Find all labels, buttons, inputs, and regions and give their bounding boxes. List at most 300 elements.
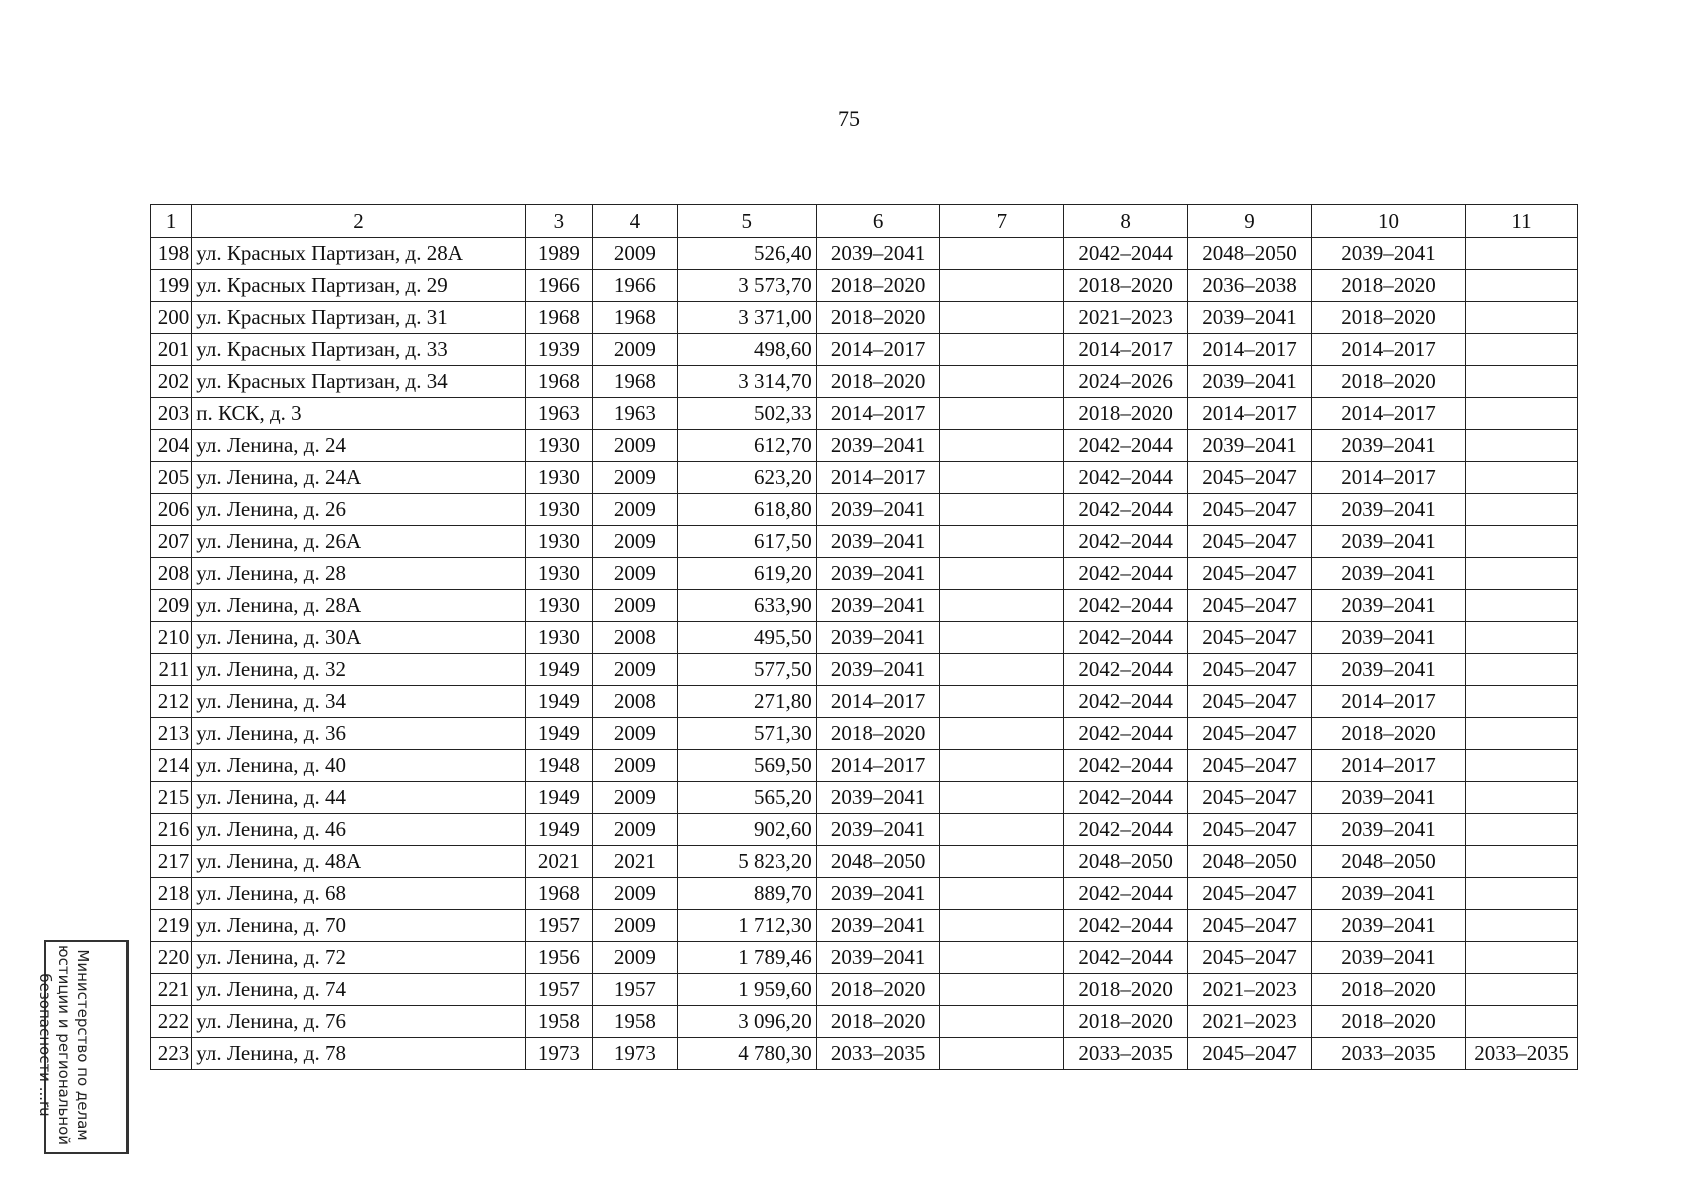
table-row	[151, 974, 1578, 1006]
period-cell	[1466, 462, 1578, 494]
year-built-cell: 1949	[525, 782, 592, 814]
period-cell: 2014–2017	[1188, 398, 1312, 430]
header-cell: 1	[151, 205, 192, 238]
table-row	[151, 910, 1578, 942]
period-cell	[1466, 270, 1578, 302]
year-cell: 2008	[592, 622, 677, 654]
period-cell	[940, 878, 1064, 910]
table-row	[151, 558, 1578, 590]
header-cell: 6	[816, 205, 940, 238]
period-cell	[940, 1038, 1064, 1070]
period-cell: 2018–2020	[816, 270, 940, 302]
area-cell: 498,60	[677, 334, 816, 366]
period-cell: 2018–2020	[1064, 974, 1188, 1006]
year-built-cell: 1949	[525, 686, 592, 718]
period-cell: 2045–2047	[1188, 1038, 1312, 1070]
period-cell: 2033–2035	[1466, 1038, 1578, 1070]
year-built-cell: 1957	[525, 974, 592, 1006]
area-cell: 902,60	[677, 814, 816, 846]
period-cell: 2039–2041	[816, 878, 940, 910]
period-cell	[1466, 430, 1578, 462]
year-cell: 1968	[592, 302, 677, 334]
period-cell: 2014–2017	[1311, 398, 1465, 430]
period-cell	[940, 462, 1064, 494]
period-cell: 2045–2047	[1188, 686, 1312, 718]
period-cell: 2045–2047	[1188, 590, 1312, 622]
period-cell: 2033–2035	[816, 1038, 940, 1070]
period-cell	[940, 526, 1064, 558]
year-cell: 2009	[592, 718, 677, 750]
address-cell: ул. Ленина, д. 24	[192, 430, 525, 462]
table-row	[151, 942, 1578, 974]
period-cell	[940, 270, 1064, 302]
address-cell: ул. Ленина, д. 72	[192, 942, 525, 974]
period-cell	[1466, 750, 1578, 782]
period-cell	[940, 590, 1064, 622]
period-cell: 2039–2041	[816, 622, 940, 654]
address-cell: ул. Ленина, д. 26А	[192, 526, 525, 558]
year-built-cell: 1973	[525, 1038, 592, 1070]
period-cell	[1466, 238, 1578, 270]
year-cell: 2009	[592, 910, 677, 942]
address-cell: ул. Ленина, д. 28А	[192, 590, 525, 622]
year-cell: 2009	[592, 430, 677, 462]
period-cell	[940, 622, 1064, 654]
period-cell: 2042–2044	[1064, 622, 1188, 654]
period-cell: 2045–2047	[1188, 814, 1312, 846]
header-cell: 7	[940, 205, 1064, 238]
year-built-cell: 1968	[525, 878, 592, 910]
period-cell: 2039–2041	[816, 910, 940, 942]
area-cell: 889,70	[677, 878, 816, 910]
registry-table	[150, 204, 1578, 1070]
year-cell: 2009	[592, 814, 677, 846]
period-cell: 2048–2050	[1188, 846, 1312, 878]
row-number-cell: 219	[151, 910, 192, 942]
period-cell	[1466, 1006, 1578, 1038]
area-cell: 1 789,46	[677, 942, 816, 974]
address-cell: ул. Красных Партизан, д. 29	[192, 270, 525, 302]
period-cell: 2042–2044	[1064, 686, 1188, 718]
row-number-cell: 221	[151, 974, 192, 1006]
row-number-cell: 200	[151, 302, 192, 334]
period-cell: 2042–2044	[1064, 462, 1188, 494]
year-built-cell: 1968	[525, 302, 592, 334]
period-cell: 2014–2017	[1311, 462, 1465, 494]
year-cell: 2009	[592, 334, 677, 366]
period-cell: 2042–2044	[1064, 238, 1188, 270]
period-cell: 2039–2041	[816, 782, 940, 814]
address-cell: п. КСК, д. 3	[192, 398, 525, 430]
period-cell: 2045–2047	[1188, 718, 1312, 750]
period-cell: 2039–2041	[816, 590, 940, 622]
period-cell: 2048–2050	[1311, 846, 1465, 878]
period-cell: 2039–2041	[1188, 366, 1312, 398]
period-cell	[940, 366, 1064, 398]
table-row	[151, 1006, 1578, 1038]
address-cell: ул. Ленина, д. 44	[192, 782, 525, 814]
year-built-cell: 1930	[525, 590, 592, 622]
period-cell: 2014–2017	[816, 398, 940, 430]
area-cell: 571,30	[677, 718, 816, 750]
year-built-cell: 1948	[525, 750, 592, 782]
year-cell: 2009	[592, 878, 677, 910]
period-cell	[940, 814, 1064, 846]
header-cell: 5	[677, 205, 816, 238]
period-cell: 2042–2044	[1064, 750, 1188, 782]
period-cell	[1466, 654, 1578, 686]
year-built-cell: 1957	[525, 910, 592, 942]
area-cell: 633,90	[677, 590, 816, 622]
table-row	[151, 750, 1578, 782]
page-number: 75	[838, 106, 860, 131]
period-cell: 2042–2044	[1064, 878, 1188, 910]
period-cell: 2018–2020	[1311, 270, 1465, 302]
address-cell: ул. Ленина, д. 70	[192, 910, 525, 942]
period-cell: 2033–2035	[1311, 1038, 1465, 1070]
table-row	[151, 718, 1578, 750]
area-cell: 495,50	[677, 622, 816, 654]
period-cell: 2018–2020	[1064, 398, 1188, 430]
period-cell	[940, 942, 1064, 974]
period-cell: 2045–2047	[1188, 558, 1312, 590]
area-cell: 3 314,70	[677, 366, 816, 398]
period-cell: 2039–2041	[1311, 654, 1465, 686]
year-built-cell: 1963	[525, 398, 592, 430]
year-built-cell: 1956	[525, 942, 592, 974]
year-cell: 2009	[592, 238, 677, 270]
row-number-cell: 211	[151, 654, 192, 686]
period-cell	[940, 238, 1064, 270]
table-row	[151, 302, 1578, 334]
period-cell: 2039–2041	[1311, 238, 1465, 270]
period-cell: 2042–2044	[1064, 526, 1188, 558]
period-cell: 2036–2038	[1188, 270, 1312, 302]
address-cell: ул. Ленина, д. 78	[192, 1038, 525, 1070]
year-built-cell: 1930	[525, 430, 592, 462]
period-cell	[1466, 494, 1578, 526]
year-cell: 1957	[592, 974, 677, 1006]
period-cell	[940, 558, 1064, 590]
row-number-cell: 198	[151, 238, 192, 270]
period-cell	[1466, 334, 1578, 366]
row-number-cell: 213	[151, 718, 192, 750]
year-cell: 1973	[592, 1038, 677, 1070]
year-cell: 2009	[592, 462, 677, 494]
period-cell: 2014–2017	[816, 462, 940, 494]
row-number-cell: 210	[151, 622, 192, 654]
period-cell	[1466, 718, 1578, 750]
year-cell: 2009	[592, 942, 677, 974]
period-cell: 2045–2047	[1188, 462, 1312, 494]
address-cell: ул. Ленина, д. 40	[192, 750, 525, 782]
period-cell: 2039–2041	[1188, 430, 1312, 462]
year-cell: 2009	[592, 782, 677, 814]
row-number-cell: 216	[151, 814, 192, 846]
period-cell: 2021–2023	[1188, 1006, 1312, 1038]
year-built-cell: 1958	[525, 1006, 592, 1038]
period-cell: 2042–2044	[1064, 430, 1188, 462]
stamp-line: юстиции и региональной	[55, 944, 73, 1146]
period-cell: 2039–2041	[1188, 302, 1312, 334]
year-built-cell: 1966	[525, 270, 592, 302]
address-cell: ул. Красных Партизан, д. 34	[192, 366, 525, 398]
period-cell: 2018–2020	[1311, 718, 1465, 750]
period-cell	[940, 1006, 1064, 1038]
header-cell: 3	[525, 205, 592, 238]
period-cell: 2039–2041	[1311, 526, 1465, 558]
table-row	[151, 686, 1578, 718]
row-number-cell: 207	[151, 526, 192, 558]
header-cell: 8	[1064, 205, 1188, 238]
table-row	[151, 782, 1578, 814]
period-cell: 2042–2044	[1064, 590, 1188, 622]
header-cell: 2	[192, 205, 525, 238]
period-cell: 2039–2041	[1311, 558, 1465, 590]
row-number-cell: 209	[151, 590, 192, 622]
area-cell: 617,50	[677, 526, 816, 558]
period-cell: 2014–2017	[1311, 686, 1465, 718]
table-row	[151, 494, 1578, 526]
period-cell: 2018–2020	[1311, 974, 1465, 1006]
period-cell	[1466, 366, 1578, 398]
period-cell	[1466, 974, 1578, 1006]
period-cell: 2018–2020	[816, 366, 940, 398]
row-number-cell: 223	[151, 1038, 192, 1070]
area-cell: 623,20	[677, 462, 816, 494]
year-cell: 2009	[592, 526, 677, 558]
period-cell	[1466, 558, 1578, 590]
period-cell: 2045–2047	[1188, 782, 1312, 814]
area-cell: 618,80	[677, 494, 816, 526]
area-cell: 502,33	[677, 398, 816, 430]
year-cell: 2009	[592, 494, 677, 526]
period-cell	[1466, 814, 1578, 846]
row-number-cell: 222	[151, 1006, 192, 1038]
row-number-cell: 203	[151, 398, 192, 430]
area-cell: 5 823,20	[677, 846, 816, 878]
period-cell: 2014–2017	[1311, 334, 1465, 366]
row-number-cell: 215	[151, 782, 192, 814]
period-cell	[940, 654, 1064, 686]
row-number-cell: 204	[151, 430, 192, 462]
area-cell: 612,70	[677, 430, 816, 462]
table-row	[151, 366, 1578, 398]
period-cell: 2042–2044	[1064, 910, 1188, 942]
period-cell	[940, 974, 1064, 1006]
period-cell: 2045–2047	[1188, 910, 1312, 942]
table-row	[151, 878, 1578, 910]
period-cell	[940, 494, 1064, 526]
period-cell: 2018–2020	[816, 974, 940, 1006]
period-cell: 2039–2041	[1311, 782, 1465, 814]
period-cell: 2042–2044	[1064, 942, 1188, 974]
period-cell: 2018–2020	[1311, 1006, 1465, 1038]
area-cell: 3 371,00	[677, 302, 816, 334]
period-cell: 2039–2041	[1311, 942, 1465, 974]
period-cell: 2042–2044	[1064, 558, 1188, 590]
address-cell: ул. Ленина, д. 28	[192, 558, 525, 590]
row-number-cell: 199	[151, 270, 192, 302]
year-built-cell: 1930	[525, 622, 592, 654]
period-cell: 2014–2017	[1188, 334, 1312, 366]
year-built-cell: 1930	[525, 526, 592, 558]
row-number-cell: 206	[151, 494, 192, 526]
period-cell: 2014–2017	[1311, 750, 1465, 782]
period-cell: 2018–2020	[1064, 270, 1188, 302]
year-cell: 1958	[592, 1006, 677, 1038]
address-cell: ул. Ленина, д. 74	[192, 974, 525, 1006]
period-cell: 2018–2020	[816, 302, 940, 334]
period-cell: 2048–2050	[1064, 846, 1188, 878]
period-cell: 2039–2041	[1311, 430, 1465, 462]
period-cell: 2045–2047	[1188, 654, 1312, 686]
year-built-cell: 1930	[525, 494, 592, 526]
table-row	[151, 462, 1578, 494]
period-cell	[1466, 846, 1578, 878]
row-number-cell: 212	[151, 686, 192, 718]
row-number-cell: 218	[151, 878, 192, 910]
address-cell: ул. Ленина, д. 30А	[192, 622, 525, 654]
period-cell: 2018–2020	[1311, 302, 1465, 334]
period-cell	[1466, 782, 1578, 814]
period-cell: 2018–2020	[1064, 1006, 1188, 1038]
table-row	[151, 814, 1578, 846]
period-cell	[940, 718, 1064, 750]
table-row	[151, 398, 1578, 430]
address-cell: ул. Ленина, д. 32	[192, 654, 525, 686]
area-cell: 271,80	[677, 686, 816, 718]
period-cell: 2045–2047	[1188, 622, 1312, 654]
period-cell: 2039–2041	[1311, 494, 1465, 526]
period-cell: 2033–2035	[1064, 1038, 1188, 1070]
period-cell: 2045–2047	[1188, 942, 1312, 974]
year-built-cell: 1949	[525, 654, 592, 686]
year-built-cell: 1930	[525, 462, 592, 494]
area-cell: 569,50	[677, 750, 816, 782]
period-cell: 2014–2017	[816, 686, 940, 718]
period-cell	[940, 910, 1064, 942]
area-cell: 565,20	[677, 782, 816, 814]
year-built-cell: 1939	[525, 334, 592, 366]
year-cell: 1963	[592, 398, 677, 430]
period-cell: 2039–2041	[816, 558, 940, 590]
period-cell: 2024–2026	[1064, 366, 1188, 398]
period-cell: 2045–2047	[1188, 494, 1312, 526]
period-cell: 2048–2050	[1188, 238, 1312, 270]
year-cell: 2009	[592, 750, 677, 782]
year-cell: 2021	[592, 846, 677, 878]
table-row	[151, 334, 1578, 366]
period-cell: 2042–2044	[1064, 782, 1188, 814]
address-cell: ул. Ленина, д. 68	[192, 878, 525, 910]
period-cell: 2039–2041	[816, 494, 940, 526]
period-cell	[1466, 398, 1578, 430]
year-cell: 2009	[592, 654, 677, 686]
period-cell	[940, 398, 1064, 430]
stamp-line: Министерство по делам	[74, 949, 92, 1141]
year-cell: 1968	[592, 366, 677, 398]
period-cell	[940, 334, 1064, 366]
period-cell	[940, 846, 1064, 878]
period-cell: 2039–2041	[1311, 814, 1465, 846]
period-cell	[1466, 302, 1578, 334]
header-cell: 11	[1466, 205, 1578, 238]
period-cell	[1466, 686, 1578, 718]
period-cell: 2039–2041	[816, 942, 940, 974]
period-cell: 2014–2017	[1064, 334, 1188, 366]
period-cell: 2039–2041	[816, 430, 940, 462]
table-row	[151, 526, 1578, 558]
year-cell: 1966	[592, 270, 677, 302]
period-cell	[1466, 526, 1578, 558]
year-cell: 2009	[592, 558, 677, 590]
year-built-cell: 1949	[525, 814, 592, 846]
period-cell: 2039–2041	[1311, 910, 1465, 942]
address-cell: ул. Красных Партизан, д. 28А	[192, 238, 525, 270]
period-cell	[940, 302, 1064, 334]
period-cell: 2018–2020	[816, 718, 940, 750]
header-cell: 4	[592, 205, 677, 238]
period-cell: 2039–2041	[816, 238, 940, 270]
area-cell: 4 780,30	[677, 1038, 816, 1070]
address-cell: ул. Красных Партизан, д. 33	[192, 334, 525, 366]
row-number-cell: 202	[151, 366, 192, 398]
header-cell: 10	[1311, 205, 1465, 238]
area-cell: 619,20	[677, 558, 816, 590]
row-number-cell: 201	[151, 334, 192, 366]
period-cell: 2048–2050	[816, 846, 940, 878]
table-row	[151, 846, 1578, 878]
year-built-cell: 1989	[525, 238, 592, 270]
period-cell	[940, 686, 1064, 718]
table-row	[151, 430, 1578, 462]
period-cell	[1466, 622, 1578, 654]
period-cell: 2039–2041	[1311, 622, 1465, 654]
row-number-cell: 217	[151, 846, 192, 878]
row-number-cell: 220	[151, 942, 192, 974]
period-cell: 2042–2044	[1064, 494, 1188, 526]
area-cell: 3 573,70	[677, 270, 816, 302]
period-cell: 2045–2047	[1188, 526, 1312, 558]
year-built-cell: 2021	[525, 846, 592, 878]
year-built-cell: 1968	[525, 366, 592, 398]
period-cell: 2039–2041	[816, 814, 940, 846]
period-cell: 2042–2044	[1064, 814, 1188, 846]
period-cell: 2039–2041	[816, 654, 940, 686]
table-row	[151, 1038, 1578, 1070]
period-cell: 2045–2047	[1188, 878, 1312, 910]
period-cell: 2014–2017	[816, 750, 940, 782]
period-cell	[1466, 878, 1578, 910]
year-cell: 2008	[592, 686, 677, 718]
period-cell: 2042–2044	[1064, 654, 1188, 686]
period-cell: 2039–2041	[1311, 878, 1465, 910]
period-cell: 2018–2020	[1311, 366, 1465, 398]
header-cell: 9	[1188, 205, 1312, 238]
address-cell: ул. Красных Партизан, д. 31	[192, 302, 525, 334]
period-cell: 2042–2044	[1064, 718, 1188, 750]
period-cell	[1466, 942, 1578, 974]
address-cell: ул. Ленина, д. 26	[192, 494, 525, 526]
address-cell: ул. Ленина, д. 76	[192, 1006, 525, 1038]
period-cell: 2018–2020	[816, 1006, 940, 1038]
period-cell	[940, 782, 1064, 814]
area-cell: 1 712,30	[677, 910, 816, 942]
period-cell	[1466, 590, 1578, 622]
table-row	[151, 590, 1578, 622]
period-cell	[1466, 910, 1578, 942]
